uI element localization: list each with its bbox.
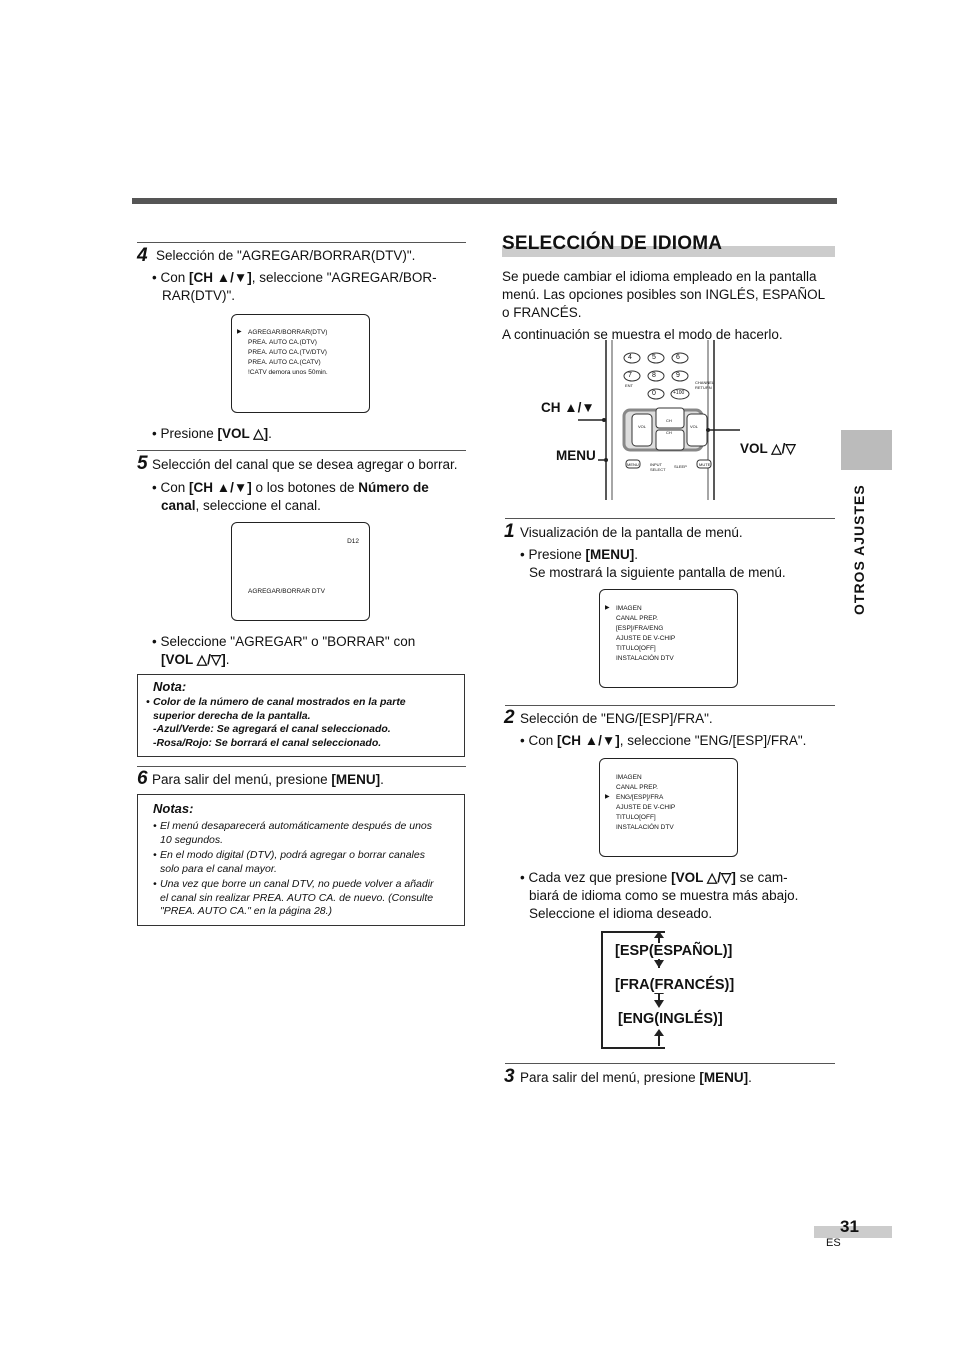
menu-line: INSTALACIÓN DTV	[616, 824, 674, 831]
pointer-icon: ▶	[237, 329, 242, 335]
menu-line: PREA. AUTO CA.(CATV)	[248, 359, 321, 366]
remote-label: VOL	[638, 424, 647, 429]
step-divider	[505, 1063, 835, 1064]
step-text: Selección de "AGREGAR/BORRAR(DTV)".	[156, 248, 416, 263]
menu-line: [ESP]/FRA/ENG	[616, 625, 664, 632]
tv-screen	[599, 589, 738, 688]
side-tab-marker	[841, 430, 892, 470]
step-divider	[137, 766, 466, 767]
notes-item: • El menú desaparecerá automáticamente después de unos 10 segundos.	[153, 820, 433, 846]
step-number: 6	[137, 768, 148, 789]
remote-label: INPUT SELECT	[650, 462, 666, 472]
remote-label: CHANNEL RETURN	[695, 380, 714, 390]
remote-label: SLEEP	[674, 464, 687, 469]
menu-line: !CATV demora unos 50min.	[248, 369, 328, 376]
pointer-icon: ▶	[605, 605, 610, 611]
note-line: -Azul/Verde: Se agregará el canal seleccionado.	[153, 723, 391, 735]
remote-label: MUTE	[699, 462, 711, 467]
step-divider	[505, 705, 835, 706]
step-divider	[137, 450, 466, 451]
language-option-fra: [FRA(FRANCÉS)]	[611, 977, 738, 993]
notes-title: Notas:	[153, 801, 194, 816]
step-bullet: • Con [CH ▲/▼] o los botones de Número de canal, seleccione el canal.	[152, 480, 429, 513]
step-text: Selección de "ENG/[ESP]/FRA".	[520, 711, 713, 726]
pointer-icon: ▶	[605, 794, 610, 800]
step-divider	[137, 242, 466, 243]
remote-label: ENT	[625, 383, 633, 388]
key-plus-100: +100	[673, 390, 685, 396]
key-6: 6	[676, 354, 680, 361]
intro-text: A continuación se muestra el modo de hacerlo.	[502, 327, 783, 342]
key-8: 8	[652, 372, 656, 379]
channel-number: D12	[347, 538, 359, 545]
tv-screen	[231, 314, 370, 413]
remote-label-vol: VOL △/▽	[740, 441, 796, 456]
remote-label: CH	[666, 418, 672, 423]
menu-line: AGREGAR/BORRAR(DTV)	[248, 329, 328, 336]
step-bullet: • Cada vez que presione [VOL △/▽] se cam- biará de idioma como se muestra más abajo. Seleccione el idioma deseado.	[520, 870, 799, 921]
step-number: 5	[137, 453, 148, 474]
step-bullet: • Con [CH ▲/▼], seleccione "AGREGAR/BOR- RAR(DTV)".	[152, 270, 437, 303]
remote-label-menu: MENU	[556, 448, 596, 463]
menu-line: AJUSTE DE V-CHIP	[616, 804, 676, 811]
language-option-esp: [ESP(ESPAÑOL)]	[611, 943, 736, 959]
remote-label: CH	[666, 430, 672, 435]
key-4: 4	[628, 354, 632, 361]
step-divider	[505, 518, 835, 519]
page-number: 31	[840, 1217, 859, 1236]
tv-screen	[231, 522, 370, 621]
key-0: 0	[652, 390, 656, 397]
menu-line: ENG/[ESP]/FRA	[616, 794, 664, 801]
remote-illustration	[540, 340, 820, 505]
remote-label: VOL	[690, 424, 699, 429]
step-number: 1	[504, 521, 515, 542]
note-line: superior derecha de la pantalla.	[153, 709, 311, 722]
menu-line: CANAL PREP.	[616, 615, 658, 622]
notes-item: • En el modo digital (DTV), podrá agregar o borrar canales solo para el canal mayor.	[153, 849, 425, 875]
menu-line: AGREGAR/BORRAR DTV	[248, 588, 325, 595]
note-line: -Rosa/Rojo: Se borrará el canal seleccionado.	[153, 736, 382, 749]
step-number: 2	[504, 707, 515, 728]
menu-line: PREA. AUTO CA.(DTV)	[248, 339, 317, 346]
menu-line: AJUSTE DE V-CHIP	[616, 635, 676, 642]
note-box	[137, 674, 465, 757]
step-text: Visualización de la pantalla de menú.	[520, 525, 743, 540]
step-number: 3	[504, 1066, 515, 1087]
key-5: 5	[652, 354, 656, 361]
side-tab-label: OTROS AJUSTES	[851, 484, 867, 615]
language-option-eng: [ENG(INGLÉS)]	[614, 1011, 727, 1027]
step-text: Para salir del menú, presione [MENU].	[520, 1070, 752, 1085]
step-bullet: • Presione [MENU]. Se mostrará la siguiente pantalla de menú.	[520, 547, 786, 580]
menu-line: IMAGEN	[616, 774, 642, 781]
menu-line: CANAL PREP.	[616, 784, 658, 791]
step-bullet: • Presione [VOL △].	[152, 426, 272, 441]
step-text: Selección del canal que se desea agregar o borrar.	[152, 457, 458, 472]
tv-screen	[599, 758, 738, 857]
notes-box	[137, 794, 465, 926]
menu-line: TITULO[OFF]	[616, 814, 656, 821]
notes-item: • Una vez que borre un canal DTV, no puede volver a añadir el canal sin realizar PREA. AUTO CA. de nuevo. (Consulte "PREA. AUTO CA." en la página 28.)	[153, 878, 434, 917]
menu-line: INSTALACIÓN DTV	[616, 655, 674, 662]
step-text: Para salir del menú, presione [MENU].	[152, 772, 384, 787]
key-9: 9	[676, 372, 680, 379]
page-language: ES	[826, 1237, 841, 1249]
menu-line: IMAGEN	[616, 605, 642, 612]
key-7: 7	[628, 372, 632, 379]
intro-text: Se puede cambiar el idioma empleado en la pantalla menú. Las opciones posibles son INGLÉS, ESPAÑOL o FRANCÉS.	[502, 269, 826, 320]
note-line: • Color de la número de canal mostrados en la parte	[146, 696, 406, 708]
note-title: Nota:	[153, 679, 187, 694]
header-rule	[132, 198, 837, 204]
step-number: 4	[137, 245, 148, 266]
menu-line: TITULO[OFF]	[616, 645, 656, 652]
step-bullet: • Con [CH ▲/▼], seleccione "ENG/[ESP]/FRA".	[520, 733, 807, 748]
remote-label: MENU	[627, 462, 639, 467]
menu-line: PREA. AUTO CA.(TV/DTV)	[248, 349, 327, 356]
section-title: SELECCIÓN DE IDIOMA	[502, 233, 723, 254]
step-bullet: • Seleccione "AGREGAR" o "BORRAR" con [VOL △/▽].	[152, 634, 416, 667]
remote-label-ch: CH ▲/▼	[541, 400, 595, 415]
